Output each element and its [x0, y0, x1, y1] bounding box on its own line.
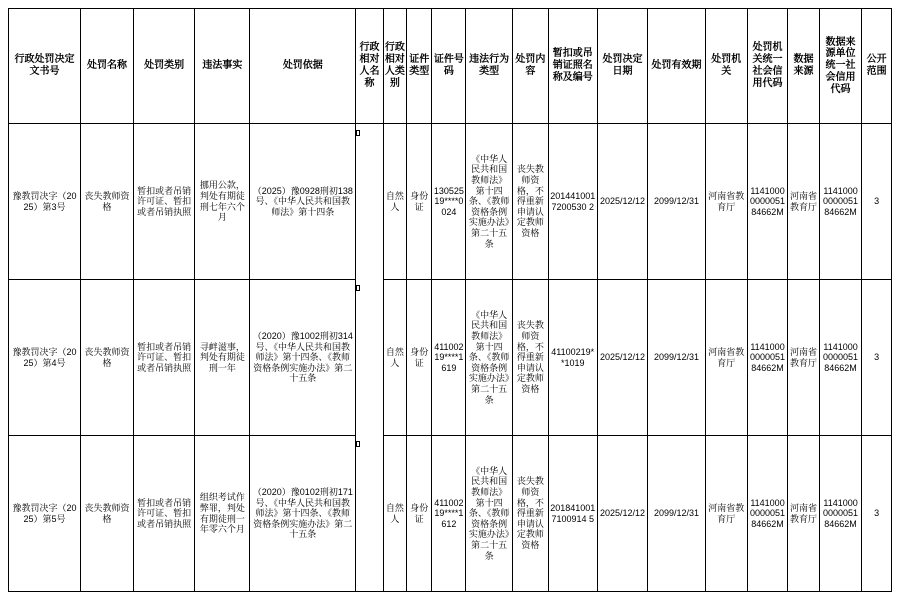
- cell-penalty-content: 丧失教师资格，不得重新申请认定教师资格: [512, 124, 548, 280]
- cell-penalty-name: 丧失教师资格: [80, 280, 133, 436]
- cell-penalty-content: 丧失教师资格，不得重新申请认定教师资格: [512, 436, 548, 592]
- cell-penalty-org: 河南省教育厅: [705, 124, 747, 280]
- cell-penalty-org: 河南省教育厅: [705, 436, 747, 592]
- cell-valid-until: 2099/12/31: [648, 124, 705, 280]
- cell-penalty-type: 暂扣或者吊销许可证、暂扣或者吊销执照: [133, 124, 194, 280]
- cell-penalty-type: 暂扣或者吊销许可证、暂扣或者吊销执照: [133, 436, 194, 592]
- cell-penalty-basis: （2020）豫0102刑初171号、《中华人民共和国教师法》第十四条、《教师资格条例实施办法》第二十五条: [250, 436, 356, 592]
- cell-source-credit-code: 1141000000005184662M: [819, 124, 861, 280]
- column-header-penalty-content: 处罚内容: [512, 9, 548, 124]
- cell-penalty-basis: （2020）豫1002刑初314号、《中华人民共和国教师法》第十四条、《教师资格条例实施办法》第二十五条: [250, 280, 356, 436]
- cell-decision-date: 2025/12/12: [597, 124, 648, 280]
- cell-valid-until: 2099/12/31: [648, 280, 705, 436]
- cell-cert-no: 41100219****1612: [432, 436, 466, 592]
- column-header-cert-type: 证件类型: [407, 9, 432, 124]
- cell-person-name: [356, 285, 360, 291]
- cell-violation-fact: 挪用公款，判处有期徒刑七年六个月: [195, 124, 250, 280]
- cell-penalty-name: 丧失教师资格: [80, 436, 133, 592]
- cell-seized-cert: 2018410017100914 5: [548, 436, 597, 592]
- table-row: [9, 436, 892, 592]
- column-header-public-scope: 公开范围: [862, 9, 892, 124]
- column-header-data-source: 数据来源: [788, 9, 820, 124]
- column-header-source-credit-code: 数据来源单位统一社会信用代码: [819, 9, 861, 124]
- cell-person-name: [356, 130, 360, 136]
- cell-cert-no: 41100219****1619: [432, 280, 466, 436]
- column-header-cert-no: 证件号码: [432, 9, 466, 124]
- column-header-penalty-org: 处罚机关: [705, 9, 747, 124]
- column-header-penalty-basis: 处罚依据: [250, 9, 356, 124]
- table-row: [9, 124, 892, 280]
- column-header-decision-date: 处罚决定日期: [597, 9, 648, 124]
- column-header-penalty-type: 处罚类别: [133, 9, 194, 124]
- cell-public-scope: 3: [862, 124, 892, 280]
- cell-data-source: 河南省教育厅: [788, 124, 820, 280]
- column-header-penalty-name: 处罚名称: [80, 9, 133, 124]
- cell-penalty-basis: （2025）豫0928刑初138号、《中华人民共和国教师法》第十四条: [250, 124, 356, 280]
- cell-cert-type: 身份证: [407, 436, 432, 592]
- cell-source-credit-code: 1141000000005184662M: [819, 436, 861, 592]
- cell-valid-until: 2099/12/31: [648, 436, 705, 592]
- cell-violation-fact: 寻衅滋事，判处有期徒刑一年: [195, 280, 250, 436]
- cell-org-credit-code: 1141000000005184662M: [747, 436, 787, 592]
- column-header-org-credit-code: 处罚机关统一社会信用代码: [747, 9, 787, 124]
- column-header-person-name: 行政相对人名称: [356, 9, 384, 124]
- cell-data-source: 河南省教育厅: [788, 436, 820, 592]
- administrative-penalty-table: [8, 8, 892, 592]
- cell-public-scope: 3: [862, 436, 892, 592]
- column-header-person-type: 行政相对人类别: [383, 9, 406, 124]
- cell-violation-type: 《中华人民共和国教师法》第十四条、《教师资格条例实施办法》第二十五条: [466, 436, 513, 592]
- cell-violation-type: 《中华人民共和国教师法》第十四条、《教师资格条例实施办法》第二十五条: [466, 280, 513, 436]
- cell-public-scope: 3: [862, 280, 892, 436]
- cell-penalty-name: 丧失教师资格: [80, 124, 133, 280]
- cell-doc-no: 豫教罚决字（2025）第4号: [9, 280, 81, 436]
- cell-org-credit-code: 1141000000005184662M: [747, 280, 787, 436]
- cell-penalty-content: 丧失教师资格，不得重新申请认定教师资格: [512, 280, 548, 436]
- column-header-doc-no: 行政处罚决定文书号: [9, 9, 81, 124]
- cell-decision-date: 2025/12/12: [597, 436, 648, 592]
- cell-source-credit-code: 1141000000005184662M: [819, 280, 861, 436]
- cell-data-source: 河南省教育厅: [788, 280, 820, 436]
- table-row: [9, 280, 892, 436]
- cell-doc-no: 豫教罚决字（2025）第5号: [9, 436, 81, 592]
- cell-person-type: 自然人: [383, 436, 406, 592]
- column-header-violation-fact: 违法事实: [195, 9, 250, 124]
- cell-cert-type: 身份证: [407, 124, 432, 280]
- column-header-violation-type: 违法行为类型: [466, 9, 513, 124]
- cell-seized-cert: 41100219**1019: [548, 280, 597, 436]
- cell-cert-no: 13052519****0024: [432, 124, 466, 280]
- cell-person-name: [356, 441, 360, 447]
- cell-violation-fact: 组织考试作弊罪，判处有期徒刑一年零六个月: [195, 436, 250, 592]
- cell-person-type: 自然人: [383, 280, 406, 436]
- cell-penalty-org: 河南省教育厅: [705, 280, 747, 436]
- column-header-valid-until: 处罚有效期: [648, 9, 705, 124]
- cell-seized-cert: 2014410017200530 2: [548, 124, 597, 280]
- column-header-seized-cert: 暂扣或吊销证照名称及编号: [548, 9, 597, 124]
- cell-violation-type: 《中华人民共和国教师法》第十四条、《教师资格条例实施办法》第二十五条: [466, 124, 513, 280]
- cell-doc-no: 豫教罚决字（2025）第3号: [9, 124, 81, 280]
- cell-org-credit-code: 1141000000005184662M: [747, 124, 787, 280]
- cell-decision-date: 2025/12/12: [597, 280, 648, 436]
- cell-person-type: 自然人: [383, 124, 406, 280]
- cell-penalty-type: 暂扣或者吊销许可证、暂扣或者吊销执照: [133, 280, 194, 436]
- cell-cert-type: 身份证: [407, 280, 432, 436]
- table-header-row: [9, 9, 892, 124]
